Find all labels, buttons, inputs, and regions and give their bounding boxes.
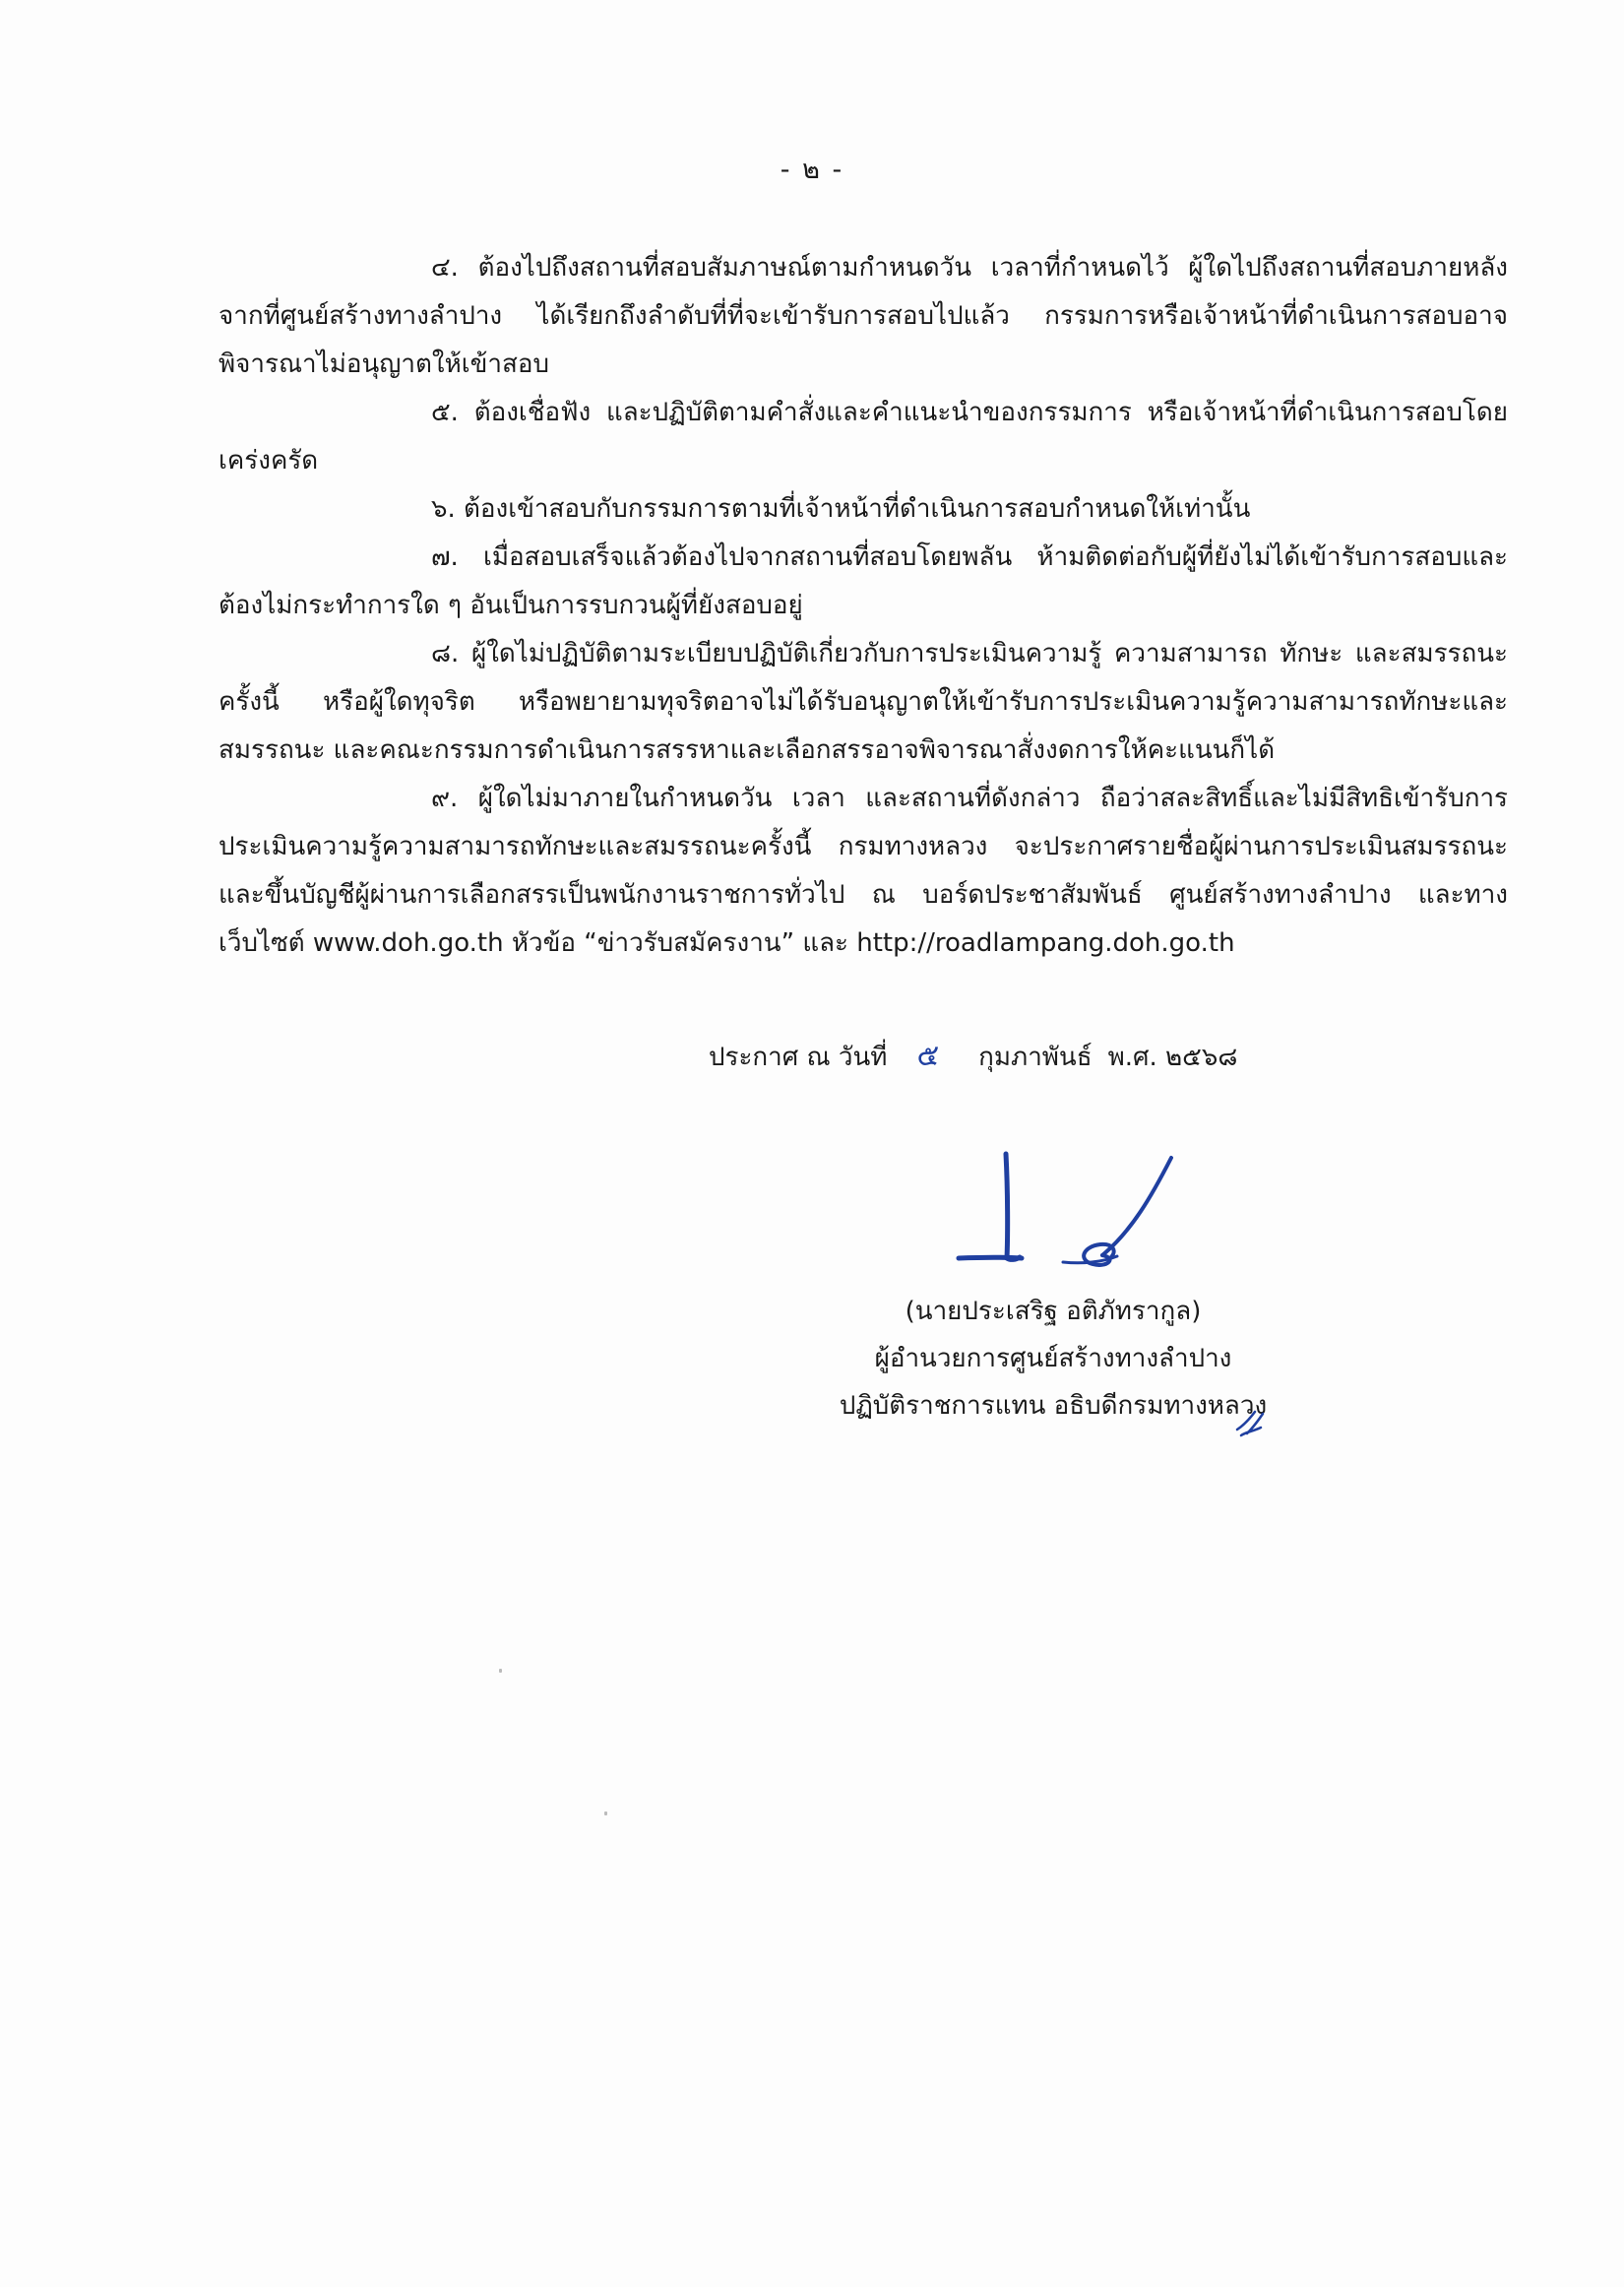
regulation-item-6 <box>219 485 1508 534</box>
item-text: ต้องไปถึงสถานที่สอบสัมภาษณ์ตามกำหนดวัน เวลาที่กำหนดไว้ ผู้ใดไปถึงสถานที่สอบภายหลังจากที่ศูนย์สร้างทางลำปาง ได้เรียกถึงลำดับที่ที่จะเข้ารับการสอบไปแล้ว กรรมการหรือเจ้าหน้าที่ดำเนินการสอบอาจพิจารณาไม่อนุญาตให้เข้าสอบ <box>219 253 1508 379</box>
regulation-item-9 <box>219 775 1508 968</box>
item-number: ๔. <box>431 253 459 283</box>
announcement-year: พ.ศ. ๒๕๖๘ <box>1107 1043 1238 1072</box>
item-text: ผู้ใดไม่ปฏิบัติตามระเบียบปฏิบัติเกี่ยวกับการประเมินความรู้ ความสามารถ ทักษะ และสมรรถนะครั้งนี้ หรือผู้ใดทุจริต หรือพยายามทุจริตอาจไม่ได้รับอนุญาตให้เข้ารับการประเมินความรู้ความสามารถทักษะและสมรรถนะ และคณะกรรมการดำเนินการสรรหาและเลือกสรรอาจพิจารณาสั่งงดการให้คะแนนก็ได้ <box>219 639 1508 765</box>
handwritten-signature-icon <box>945 1142 1201 1290</box>
item-text: เมื่อสอบเสร็จแล้วต้องไปจากสถานที่สอบโดยพลัน ห้ามติดต่อกับผู้ที่ยังไม่ได้เข้ารับการสอบและต้องไม่กระทำการใด ๆ อันเป็นการรบกวนผู้ที่ยังสอบอยู่ <box>219 542 1508 620</box>
announcement-date <box>709 1037 1398 1077</box>
item-text: ผู้ใดไม่มาภายในกำหนดวัน เวลา และสถานที่ดังกล่าว ถือว่าสละสิทธิ์และไม่มีสิทธิเข้ารับการประเมินความรู้ความสามารถทักษะและสมรรถนะครั้งนี้ กรมทางหลวง จะประกาศรายชื่อผู้ผ่านการประเมินสมรรถนะและขึ้นบัญชีผู้ผ่านการเลือกสรรเป็นพนักงานราชการทั่วไป ณ บอร์ดประชาสัมพันธ์ ศูนย์สร้างทางลำปาง และทางเว็บไซต์ www.doh.go.th หัวข้อ “ข่าวรับสมัครงาน” และ http://roadlampang.doh.go.th <box>219 784 1509 958</box>
item-text: ต้องเข้าสอบกับกรรมการตามที่เจ้าหน้าที่ดำเนินการสอบกำหนดให้เท่านั้น <box>464 494 1251 524</box>
signer-position: ผู้อำนวยการศูนย์สร้างทางลำปาง <box>874 1344 1232 1373</box>
item-number: ๕. <box>431 398 459 427</box>
item-number: ๘. <box>431 639 460 668</box>
item-number: ๙. <box>431 784 459 813</box>
regulation-item-7 <box>219 534 1508 630</box>
announcement-prefix: ประกาศ ณ วันที่ <box>709 1043 888 1072</box>
regulation-item-4 <box>219 244 1508 389</box>
page-number: - ๒ - <box>780 155 844 185</box>
item-number: ๖. <box>431 494 456 524</box>
handwritten-initial-icon <box>1233 1406 1267 1439</box>
regulation-item-5 <box>219 389 1508 485</box>
item-text: ต้องเชื่อฟัง และปฏิบัติตามคำสั่งและคำแนะนำของกรรมการ หรือเจ้าหน้าที่ดำเนินการสอบโดยเคร่งครัด <box>219 398 1509 476</box>
regulations-list <box>219 244 1508 968</box>
item-number: ๗. <box>431 542 459 572</box>
announcement-day: ๕ <box>916 1039 940 1073</box>
announcement-month: กุมภาพันธ์ <box>978 1043 1093 1072</box>
signer-name: (นายประเสริฐ อติภัทรากูล) <box>905 1297 1202 1326</box>
regulation-item-8 <box>219 630 1508 775</box>
signer-acting: ปฏิบัติราชการแทน อธิบดีกรมทางหลวง <box>839 1391 1268 1421</box>
scan-speck <box>604 1811 607 1815</box>
scan-speck <box>499 1669 502 1673</box>
